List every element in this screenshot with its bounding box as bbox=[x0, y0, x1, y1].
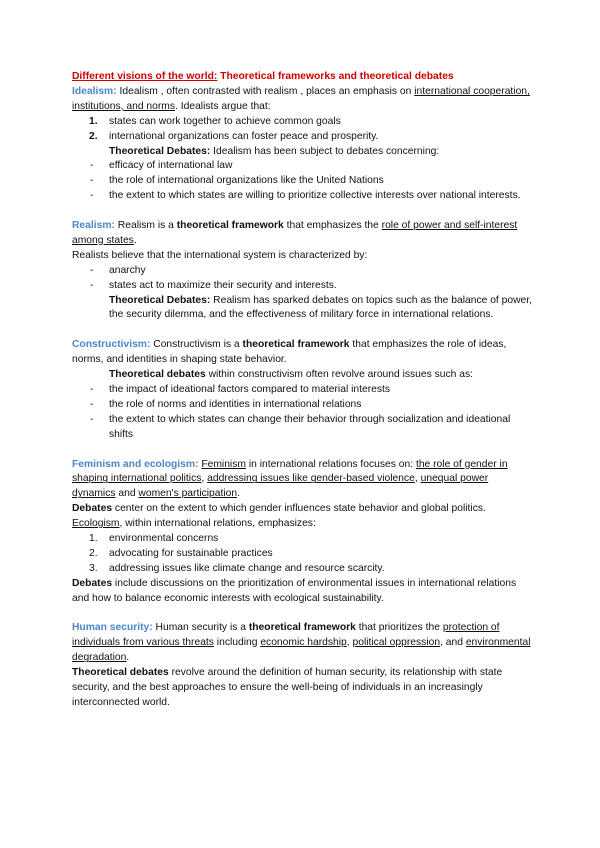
constructivism-intro bbox=[72, 338, 532, 368]
list-item-text: environmental concerns bbox=[109, 533, 219, 545]
debates-label: Theoretical debates bbox=[72, 667, 169, 679]
list-marker: 1. bbox=[89, 115, 98, 127]
section-realism bbox=[72, 219, 532, 323]
debates-label: Theoretical Debates: bbox=[109, 145, 211, 157]
debates-text: Idealism has been subject to debates concerning: bbox=[210, 145, 440, 157]
idealism-heading: Idealism: bbox=[72, 85, 117, 97]
list-item-text: the extent to which states are willing to prioritize collective interests over national interests. bbox=[109, 190, 521, 202]
dash-marker: - bbox=[90, 190, 94, 202]
list-item-text: states can work together to achieve common goals bbox=[109, 115, 341, 127]
feminism-emphasis: the role of gender in shaping international politics bbox=[72, 458, 508, 485]
constructivism-debates-intro bbox=[72, 368, 532, 383]
page-title bbox=[72, 70, 532, 85]
ecologism-list bbox=[72, 532, 532, 577]
list-item-text: the impact of ideational factors compared to material interests bbox=[109, 384, 391, 395]
ecologism-debates bbox=[72, 577, 532, 607]
list-item bbox=[72, 532, 532, 547]
dash-marker: - bbox=[90, 264, 94, 276]
human-security-text: . bbox=[126, 652, 130, 664]
human-security-emphasis: political oppression bbox=[352, 637, 441, 649]
feminism-emphasis: unequal power dynamics bbox=[72, 473, 489, 500]
list-item-text: anarchy bbox=[109, 264, 146, 276]
section-human-security bbox=[72, 621, 532, 710]
debates-text: center on the extent to which gender influences state behavior and global politics. bbox=[112, 503, 486, 515]
feminism-heading: Feminism and ecologism: bbox=[72, 458, 199, 470]
constructivism-text: that emphasizes the role of ideas, norms, and identities in shaping state behavior. bbox=[72, 339, 507, 366]
title-part2: Theoretical frameworks and theoretical debates bbox=[217, 71, 454, 82]
constructivism-text: Constructivism is a bbox=[150, 339, 243, 351]
spacer bbox=[72, 323, 532, 338]
human-security-debates bbox=[72, 666, 532, 711]
human-security-emphasis: environmental degradation bbox=[72, 637, 531, 664]
realism-characterized: Realists believe that the international system is characterized by: bbox=[72, 249, 368, 261]
list-marker: 2. bbox=[89, 547, 98, 559]
idealism-emphasis: international cooperation, institutions, and norms bbox=[72, 85, 530, 112]
list-item bbox=[72, 413, 532, 443]
spacer bbox=[72, 204, 532, 219]
realism-intro bbox=[72, 219, 532, 249]
debates-text: revolve around the definition of human security, its relationship with state security, and the best approaches to ensure the well-being of individuals in an increasingly interconnected world. bbox=[72, 667, 503, 708]
idealism-intro bbox=[72, 85, 532, 115]
human-security-heading: Human security: bbox=[72, 622, 153, 634]
human-security-text: Human security is a bbox=[152, 622, 249, 634]
human-security-text: , and bbox=[440, 637, 466, 649]
feminism-text: , bbox=[414, 473, 421, 485]
list-marker: 2. bbox=[89, 130, 98, 142]
list-item bbox=[72, 174, 532, 189]
feminism-emphasis: women's participation bbox=[138, 488, 238, 500]
idealism-debates-intro bbox=[72, 145, 532, 160]
dash-marker: - bbox=[90, 160, 94, 172]
realism-bold: theoretical framework bbox=[176, 220, 284, 232]
list-item bbox=[72, 383, 532, 398]
human-security-text: , bbox=[346, 637, 353, 649]
human-security-intro bbox=[72, 621, 532, 666]
title-part1: Different visions of the world: bbox=[72, 71, 218, 82]
debates-label: Theoretical Debates: bbox=[109, 294, 211, 306]
constructivism-heading: Constructivism: bbox=[72, 339, 151, 351]
debates-label: Debates bbox=[72, 503, 113, 515]
dash-marker: - bbox=[90, 398, 94, 410]
section-feminism-ecologism bbox=[72, 458, 532, 607]
list-item bbox=[72, 115, 532, 130]
human-security-bold: theoretical framework bbox=[248, 622, 356, 634]
spacer bbox=[72, 607, 532, 622]
list-item bbox=[72, 562, 532, 577]
list-item bbox=[72, 189, 532, 204]
list-item bbox=[72, 130, 532, 145]
spacer bbox=[72, 443, 532, 458]
realism-text: Realism is a bbox=[114, 220, 177, 232]
ecologism-text: , within international relations, emphasizes: bbox=[119, 518, 316, 530]
feminism-debates bbox=[72, 502, 532, 517]
constructivism-bold: theoretical framework bbox=[242, 339, 350, 351]
dash-marker: - bbox=[90, 279, 94, 291]
feminism-intro bbox=[72, 458, 532, 503]
human-security-text: including bbox=[213, 637, 261, 649]
human-security-emphasis: protection of individuals from various threats bbox=[72, 622, 500, 649]
list-item-text: the extent to which states can change their behavior through socialization and ideational shifts bbox=[109, 413, 511, 440]
section-idealism bbox=[72, 85, 532, 204]
feminism-emphasis: addressing issues like gender-based violence bbox=[207, 473, 415, 485]
realism-emphasis: role of power and self-interest among states bbox=[72, 220, 518, 246]
list-item bbox=[72, 398, 532, 413]
feminism-text: and bbox=[115, 488, 139, 500]
realism-heading: Realism: bbox=[72, 220, 115, 232]
list-marker: 1. bbox=[89, 533, 98, 545]
feminism-emphasis: Feminism bbox=[201, 458, 246, 470]
list-item-text: the role of norms and identities in international relations bbox=[109, 398, 362, 410]
list-item-text: efficacy of international law bbox=[109, 160, 233, 172]
list-item bbox=[72, 279, 532, 294]
ecologism-emphasis: Ecologism bbox=[72, 518, 120, 530]
debates-text: Realism has sparked debates on topics such as the balance of power, the security dilemma, and the effectiveness of military force in international relations. bbox=[109, 294, 532, 321]
realism-debates bbox=[72, 294, 532, 324]
idealism-text: Idealism , often contrasted with realism , places an emphasis on bbox=[116, 85, 415, 97]
debates-text: include discussions on the prioritization of environmental issues in international relations and how to balance economic interests with ecological sustainability. bbox=[72, 577, 517, 604]
idealism-text: . Idealists argue that: bbox=[175, 100, 271, 112]
dash-marker: - bbox=[90, 413, 94, 425]
list-item bbox=[72, 264, 532, 279]
feminism-text: in international relations focuses on: bbox=[245, 458, 416, 470]
debates-text: within constructivism often revolve around issues such as: bbox=[205, 369, 473, 381]
ecologism-intro bbox=[72, 517, 532, 532]
idealism-debates-list bbox=[72, 159, 532, 204]
dash-marker: - bbox=[90, 384, 94, 395]
constructivism-debates-list bbox=[72, 383, 532, 443]
list-item-text: addressing issues like climate change and resource scarcity. bbox=[109, 562, 385, 574]
human-security-text: that prioritizes the bbox=[355, 622, 443, 634]
list-item-text: the role of international organizations like the United Nations bbox=[109, 175, 384, 187]
feminism-text: . bbox=[237, 488, 240, 500]
feminism-text: , bbox=[201, 473, 208, 485]
debates-label: Theoretical debates bbox=[109, 369, 206, 381]
section-constructivism bbox=[72, 338, 532, 442]
list-item bbox=[72, 159, 532, 174]
realism-text: . bbox=[133, 234, 137, 246]
realism-list bbox=[72, 264, 532, 294]
list-item-text: international organizations can foster peace and prosperity. bbox=[109, 130, 379, 142]
idealism-list bbox=[72, 115, 532, 145]
debates-label: Debates bbox=[72, 577, 113, 589]
human-security-emphasis: economic hardship bbox=[260, 637, 347, 649]
realism-text: that emphasizes the bbox=[283, 220, 382, 232]
list-item-text: states act to maximize their security and interests. bbox=[109, 279, 337, 291]
list-marker: 3. bbox=[89, 562, 98, 574]
list-item bbox=[72, 547, 532, 562]
dash-marker: - bbox=[90, 175, 94, 187]
document-page bbox=[72, 70, 532, 711]
list-item-text: advocating for sustainable practices bbox=[109, 547, 273, 559]
